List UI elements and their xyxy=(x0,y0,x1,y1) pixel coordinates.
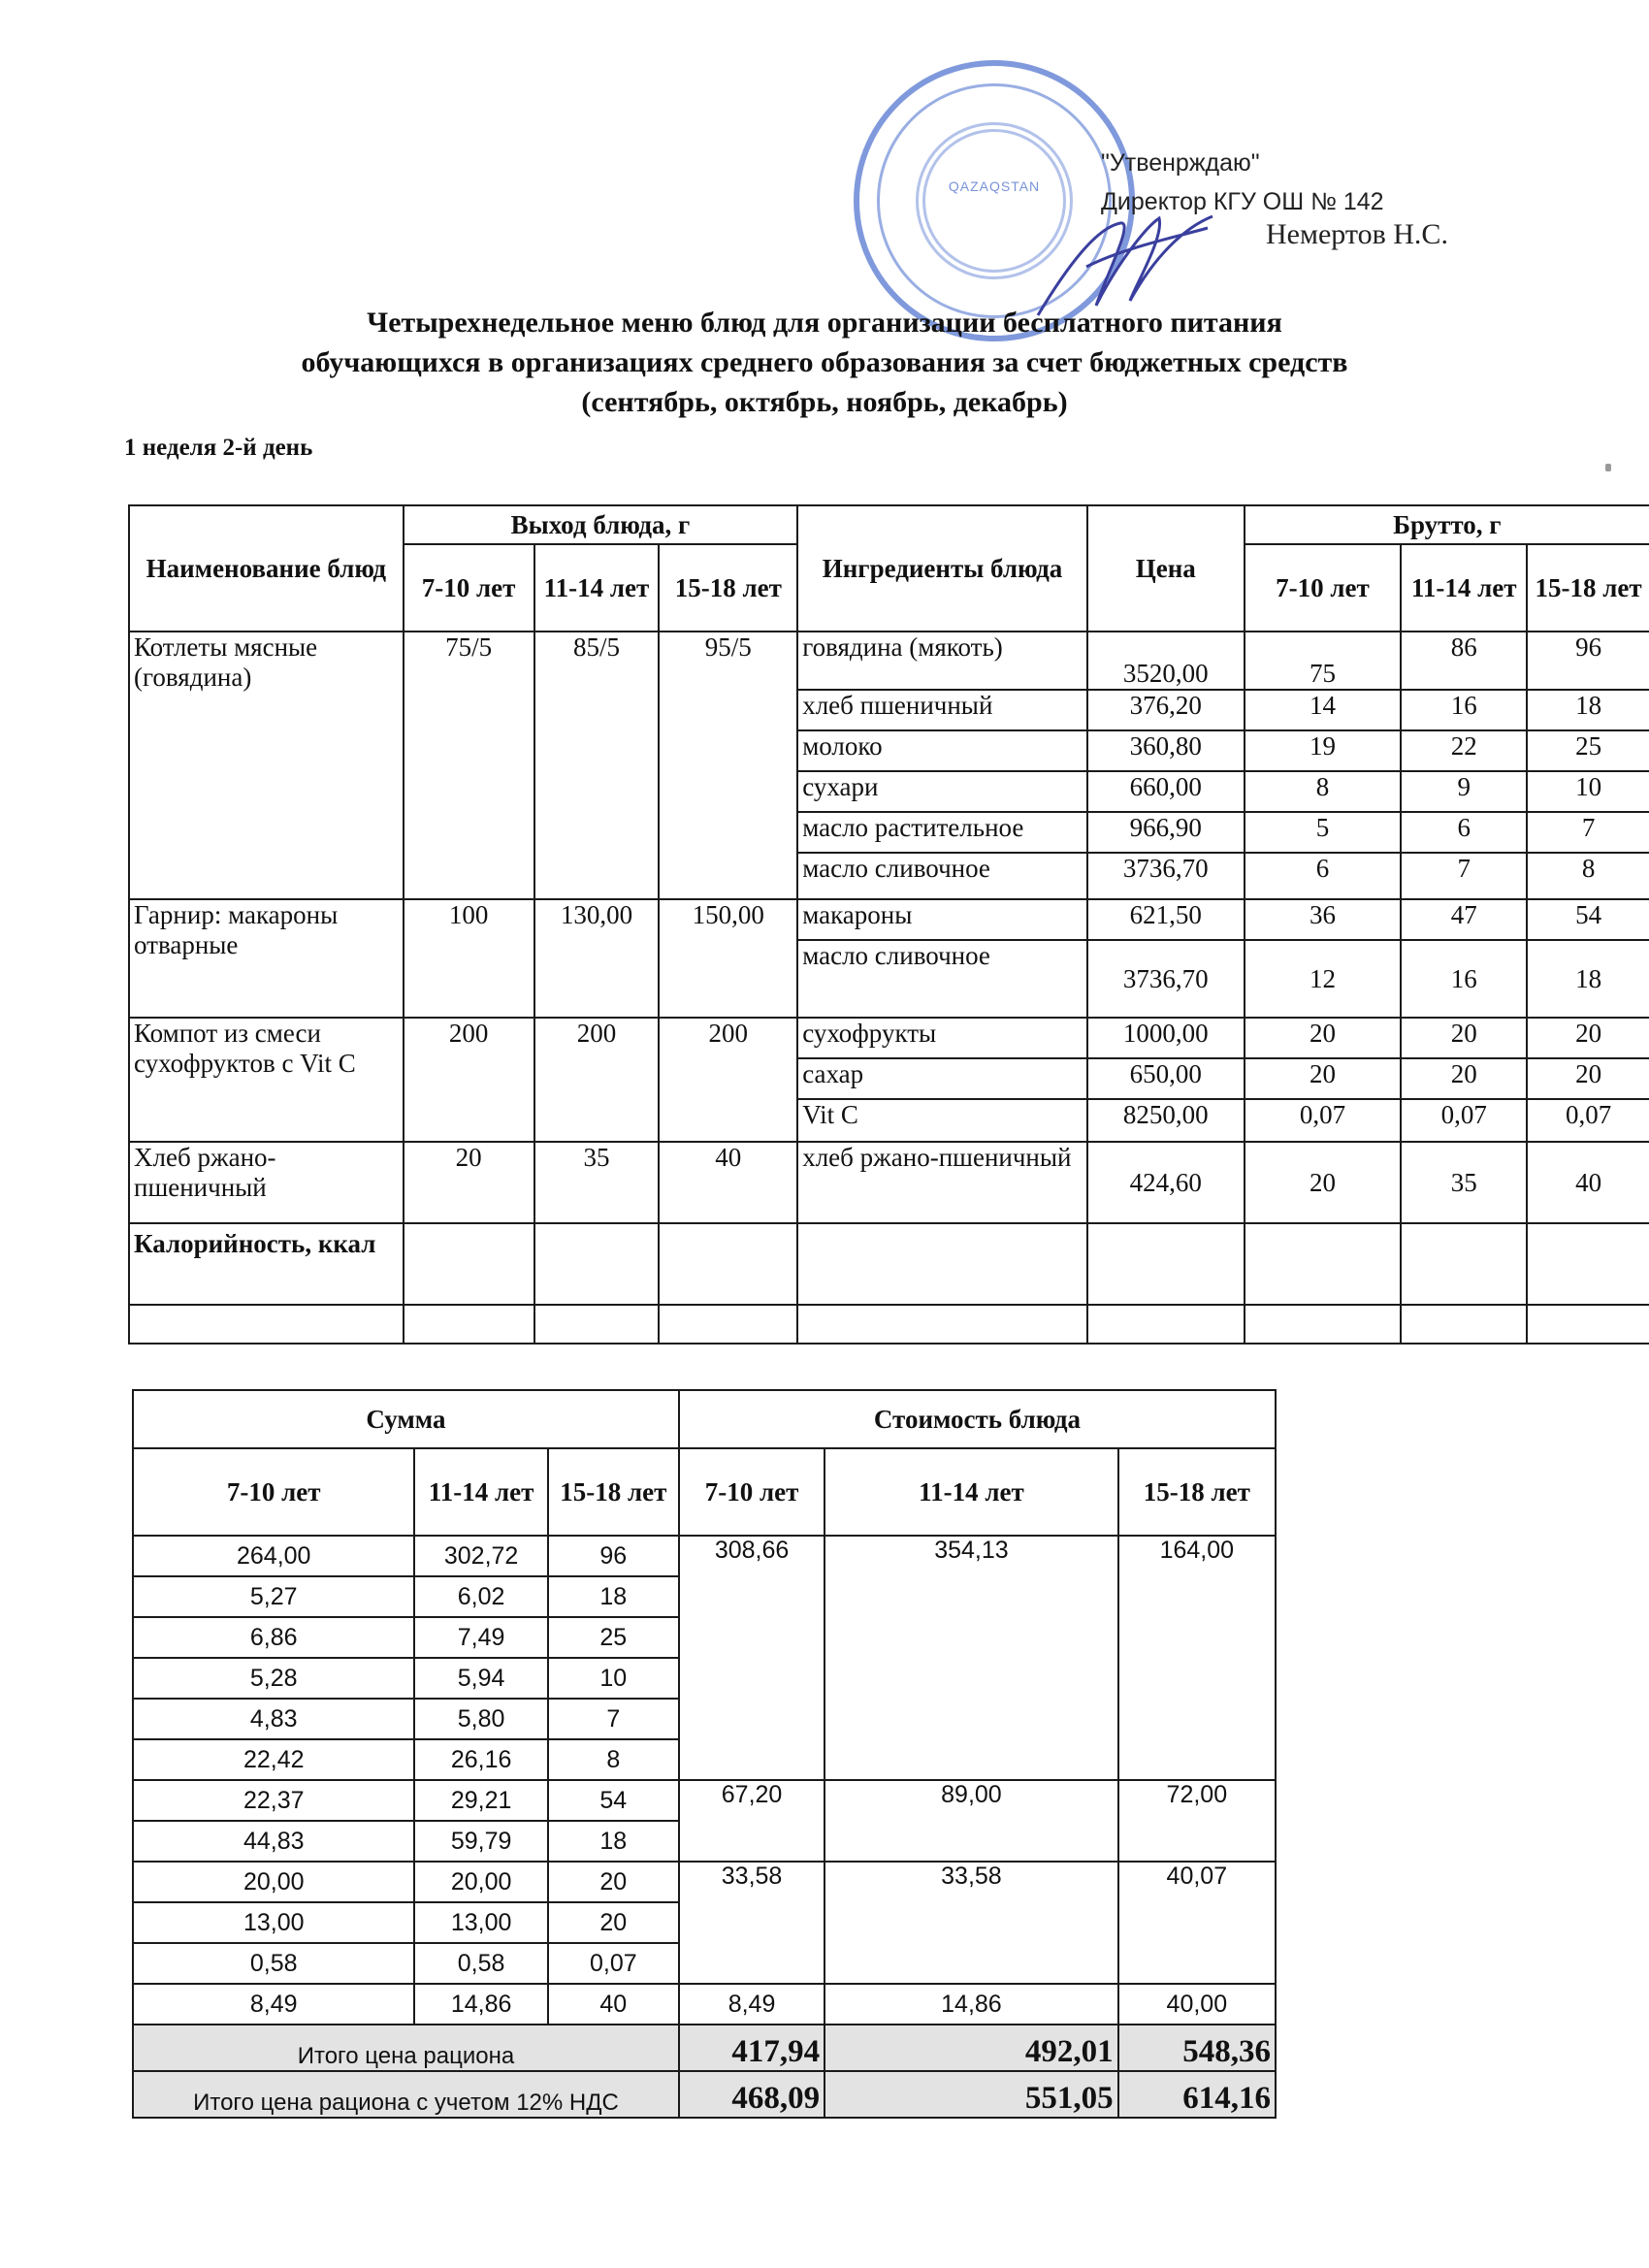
dish-cost-cell: 33,58 xyxy=(679,1862,824,1984)
ingredient-price: 360,80 xyxy=(1087,730,1245,771)
table-row xyxy=(129,899,1649,940)
ingredient-gross: 20 xyxy=(1527,1018,1649,1058)
ingredient-gross: 10 xyxy=(1527,771,1649,812)
table-row xyxy=(129,1018,1649,1058)
ingredient-gross: 20 xyxy=(1245,1142,1402,1223)
sum-cell: 14,86 xyxy=(414,1984,547,2025)
approval-heading: "Утвенрждаю" xyxy=(1101,149,1260,177)
approval-block xyxy=(1101,144,1384,221)
header-ingredients: Ингредиенты блюда xyxy=(797,505,1087,632)
header-dish-name: Наименование блюд xyxy=(129,505,404,632)
ingredient-gross: 18 xyxy=(1527,690,1649,730)
sum-cell: 7,49 xyxy=(414,1617,547,1658)
ingredient-price: 8250,00 xyxy=(1087,1099,1245,1142)
ingredient-name: сухофрукты xyxy=(797,1018,1087,1058)
dish-yield: 85/5 xyxy=(534,632,660,899)
sum-cell: 44,83 xyxy=(133,1821,414,1862)
ingredient-gross: 7 xyxy=(1401,853,1527,899)
approval-position: Директор КГУ ОШ № 142 xyxy=(1101,188,1384,215)
dish-name: Компот из смеси сухофруктов с Vit C xyxy=(129,1018,404,1142)
sum-cell: 10 xyxy=(548,1658,679,1699)
menu-table xyxy=(128,504,1649,1345)
ingredient-price: 424,60 xyxy=(1087,1142,1245,1223)
total-row xyxy=(133,2025,1276,2071)
dish-yield: 40 xyxy=(659,1142,797,1223)
title-line-2: обучающихся в организациях среднего образования за счет бюджетных средств xyxy=(301,346,1348,378)
sum-cell: 6,86 xyxy=(133,1617,414,1658)
sum-cell: 22,37 xyxy=(133,1780,414,1821)
sum-cell: 18 xyxy=(548,1821,679,1862)
header-gross-7-10: 7-10 лет xyxy=(1245,544,1402,632)
sum-cell: 22,42 xyxy=(133,1739,414,1780)
dish-cost-cell: 354,13 xyxy=(824,1536,1118,1780)
sum-cell: 8 xyxy=(548,1739,679,1780)
dish-name: Хлеб ржано-пшеничный xyxy=(129,1142,404,1223)
dish-cost-cell: 164,00 xyxy=(1118,1536,1276,1780)
dish-yield: 150,00 xyxy=(659,899,797,1018)
table-row xyxy=(129,1142,1649,1223)
ingredient-gross: 6 xyxy=(1401,812,1527,853)
sum-cell: 40 xyxy=(548,1984,679,2025)
dish-cost-cell: 8,49 xyxy=(679,1984,824,2025)
header-sum: Сумма xyxy=(133,1390,679,1448)
dish-name: Гарнир: макароны отварные xyxy=(129,899,404,1018)
dish-yield: 100 xyxy=(404,899,534,1018)
ingredient-gross: 20 xyxy=(1527,1058,1649,1099)
header-gross-11-14: 11-14 лет xyxy=(1401,544,1527,632)
sum-cell: 20 xyxy=(548,1902,679,1943)
sum-cell: 13,00 xyxy=(133,1902,414,1943)
ingredient-price: 966,90 xyxy=(1087,812,1245,853)
sum-cell: 0,58 xyxy=(414,1943,547,1984)
calories-row xyxy=(129,1223,1649,1305)
dish-yield: 130,00 xyxy=(534,899,660,1018)
scan-speck xyxy=(1605,464,1611,471)
ingredient-gross: 5 xyxy=(1245,812,1402,853)
sum-cell: 264,00 xyxy=(133,1536,414,1576)
sum-cell: 5,80 xyxy=(414,1699,547,1739)
header-yield-7-10: 7-10 лет xyxy=(404,544,534,632)
header-sum-7-10: 7-10 лет xyxy=(133,1448,414,1536)
dish-cost-cell: 67,20 xyxy=(679,1780,824,1862)
ingredient-gross: 18 xyxy=(1527,940,1649,1018)
sum-cell: 59,79 xyxy=(414,1821,547,1862)
dish-cost-cell: 72,00 xyxy=(1118,1780,1276,1862)
ingredient-gross: 25 xyxy=(1527,730,1649,771)
total-15-18: 548,36 xyxy=(1118,2025,1276,2071)
ingredient-gross: 96 xyxy=(1527,632,1649,690)
ingredient-price: 3520,00 xyxy=(1087,632,1245,690)
sum-cell: 29,21 xyxy=(414,1780,547,1821)
title-line-1: Четырехнедельное меню блюд для организации бесплатного питания xyxy=(367,307,1282,339)
ingredient-gross: 8 xyxy=(1527,853,1649,899)
ingredient-name: молоко xyxy=(797,730,1087,771)
ingredient-gross: 75 xyxy=(1245,632,1402,690)
ingredient-gross: 16 xyxy=(1401,940,1527,1018)
sum-cell: 20,00 xyxy=(414,1862,547,1902)
total-11-14: 492,01 xyxy=(824,2025,1118,2071)
ingredient-gross: 36 xyxy=(1245,899,1402,940)
ingredient-price: 621,50 xyxy=(1087,899,1245,940)
dish-yield: 35 xyxy=(534,1142,660,1223)
header-sum-15-18: 15-18 лет xyxy=(548,1448,679,1536)
ingredient-name: сухари xyxy=(797,771,1087,812)
ingredient-name: хлеб ржано-пшеничный xyxy=(797,1142,1087,1223)
ingredient-gross: 0,07 xyxy=(1527,1099,1649,1142)
ingredient-gross: 16 xyxy=(1401,690,1527,730)
sum-cell: 8,49 xyxy=(133,1984,414,2025)
sum-cell: 5,28 xyxy=(133,1658,414,1699)
dish-cost-cell: 40,07 xyxy=(1118,1862,1276,1984)
ingredient-price: 376,20 xyxy=(1087,690,1245,730)
sum-cell: 0,07 xyxy=(548,1943,679,1984)
stamp-emblem-text: QAZAQSTAN xyxy=(948,178,1041,194)
ingredient-gross: 20 xyxy=(1401,1018,1527,1058)
ingredient-gross: 14 xyxy=(1245,690,1402,730)
sum-cell: 302,72 xyxy=(414,1536,547,1576)
table-row xyxy=(133,1780,1276,1821)
total-vat-11-14: 551,05 xyxy=(824,2071,1118,2118)
sum-cell: 26,16 xyxy=(414,1739,547,1780)
ingredient-price: 3736,70 xyxy=(1087,940,1245,1018)
header-gross: Брутто, г xyxy=(1245,505,1649,544)
total-vat-label: Итого цена рациона с учетом 12% НДС xyxy=(133,2071,679,2118)
ingredient-gross: 0,07 xyxy=(1245,1099,1402,1142)
total-vat-row xyxy=(133,2071,1276,2118)
ingredient-name: макароны xyxy=(797,899,1087,940)
ingredient-name: масло растительное xyxy=(797,812,1087,853)
header-yield-11-14: 11-14 лет xyxy=(534,544,660,632)
title-line-3: (сентябрь, октябрь, ноябрь, декабрь) xyxy=(581,386,1068,418)
ingredient-gross: 7 xyxy=(1527,812,1649,853)
header-yield-15-18: 15-18 лет xyxy=(659,544,797,632)
sum-cell: 96 xyxy=(548,1536,679,1576)
ingredient-gross: 8 xyxy=(1245,771,1402,812)
header-dish-cost: Стоимость блюда xyxy=(679,1390,1276,1448)
ingredient-price: 1000,00 xyxy=(1087,1018,1245,1058)
ingredient-price: 3736,70 xyxy=(1087,853,1245,899)
ingredient-name: масло сливочное xyxy=(797,853,1087,899)
dish-cost-cell: 33,58 xyxy=(824,1862,1118,1984)
ingredient-gross: 86 xyxy=(1401,632,1527,690)
table-row xyxy=(133,1536,1276,1576)
ingredient-name: говядина (мякоть) xyxy=(797,632,1087,690)
ingredient-gross: 22 xyxy=(1401,730,1527,771)
total-7-10: 417,94 xyxy=(679,2025,824,2071)
approver-name: Немертов Н.С. xyxy=(1266,218,1448,250)
header-yield: Выход блюда, г xyxy=(404,505,797,544)
ingredient-gross: 9 xyxy=(1401,771,1527,812)
sum-cell: 5,27 xyxy=(133,1576,414,1617)
dish-cost-cell: 40,00 xyxy=(1118,1984,1276,2025)
header-gross-15-18: 15-18 лет xyxy=(1527,544,1649,632)
header-cost-7-10: 7-10 лет xyxy=(679,1448,824,1536)
sum-cell: 5,94 xyxy=(414,1658,547,1699)
ingredient-name: сахар xyxy=(797,1058,1087,1099)
header-cost-11-14: 11-14 лет xyxy=(824,1448,1118,1536)
sum-cell: 18 xyxy=(548,1576,679,1617)
dish-cost-cell: 308,66 xyxy=(679,1536,824,1780)
total-vat-15-18: 614,16 xyxy=(1118,2071,1276,2118)
total-label: Итого цена рациона xyxy=(133,2025,679,2071)
ingredient-price: 650,00 xyxy=(1087,1058,1245,1099)
table-row xyxy=(133,1862,1276,1902)
dish-yield: 20 xyxy=(404,1142,534,1223)
ingredient-gross: 20 xyxy=(1245,1058,1402,1099)
ingredient-price: 660,00 xyxy=(1087,771,1245,812)
header-cost-15-18: 15-18 лет xyxy=(1118,1448,1276,1536)
dish-yield: 200 xyxy=(534,1018,660,1142)
sum-cell: 20,00 xyxy=(133,1862,414,1902)
cost-table xyxy=(132,1389,1277,2119)
sum-cell: 20 xyxy=(548,1862,679,1902)
table-row xyxy=(129,632,1649,690)
ingredient-gross: 12 xyxy=(1245,940,1402,1018)
dish-yield: 200 xyxy=(404,1018,534,1142)
ingredient-gross: 20 xyxy=(1245,1018,1402,1058)
ingredient-name: масло сливочное xyxy=(797,940,1087,1018)
sum-cell: 4,83 xyxy=(133,1699,414,1739)
table-row xyxy=(133,1984,1276,2025)
ingredient-name: хлеб пшеничный xyxy=(797,690,1087,730)
sum-cell: 0,58 xyxy=(133,1943,414,1984)
ingredient-gross: 20 xyxy=(1401,1058,1527,1099)
ingredient-gross: 47 xyxy=(1401,899,1527,940)
ingredient-gross: 40 xyxy=(1527,1142,1649,1223)
total-vat-7-10: 468,09 xyxy=(679,2071,824,2118)
header-price: Цена xyxy=(1087,505,1245,632)
calories-label: Калорийность, ккал xyxy=(129,1223,404,1305)
sum-cell: 25 xyxy=(548,1617,679,1658)
week-day-label: 1 неделя 2-й день xyxy=(124,435,313,461)
dish-yield: 200 xyxy=(659,1018,797,1142)
ingredient-gross: 19 xyxy=(1245,730,1402,771)
ingredient-gross: 54 xyxy=(1527,899,1649,940)
dish-cost-cell: 14,86 xyxy=(824,1984,1118,2025)
document-title xyxy=(194,303,1455,422)
dish-name: Котлеты мясные (говядина) xyxy=(129,632,404,899)
dish-yield: 75/5 xyxy=(404,632,534,899)
sum-cell: 6,02 xyxy=(414,1576,547,1617)
header-sum-11-14: 11-14 лет xyxy=(414,1448,547,1536)
sum-cell: 7 xyxy=(548,1699,679,1739)
dish-cost-cell: 89,00 xyxy=(824,1780,1118,1862)
ingredient-gross: 6 xyxy=(1245,853,1402,899)
sum-cell: 13,00 xyxy=(414,1902,547,1943)
ingredient-name: Vit C xyxy=(797,1099,1087,1142)
ingredient-gross: 0,07 xyxy=(1401,1099,1527,1142)
dish-yield: 95/5 xyxy=(659,632,797,899)
sum-cell: 54 xyxy=(548,1780,679,1821)
ingredient-gross: 35 xyxy=(1401,1142,1527,1223)
empty-row xyxy=(129,1305,1649,1344)
